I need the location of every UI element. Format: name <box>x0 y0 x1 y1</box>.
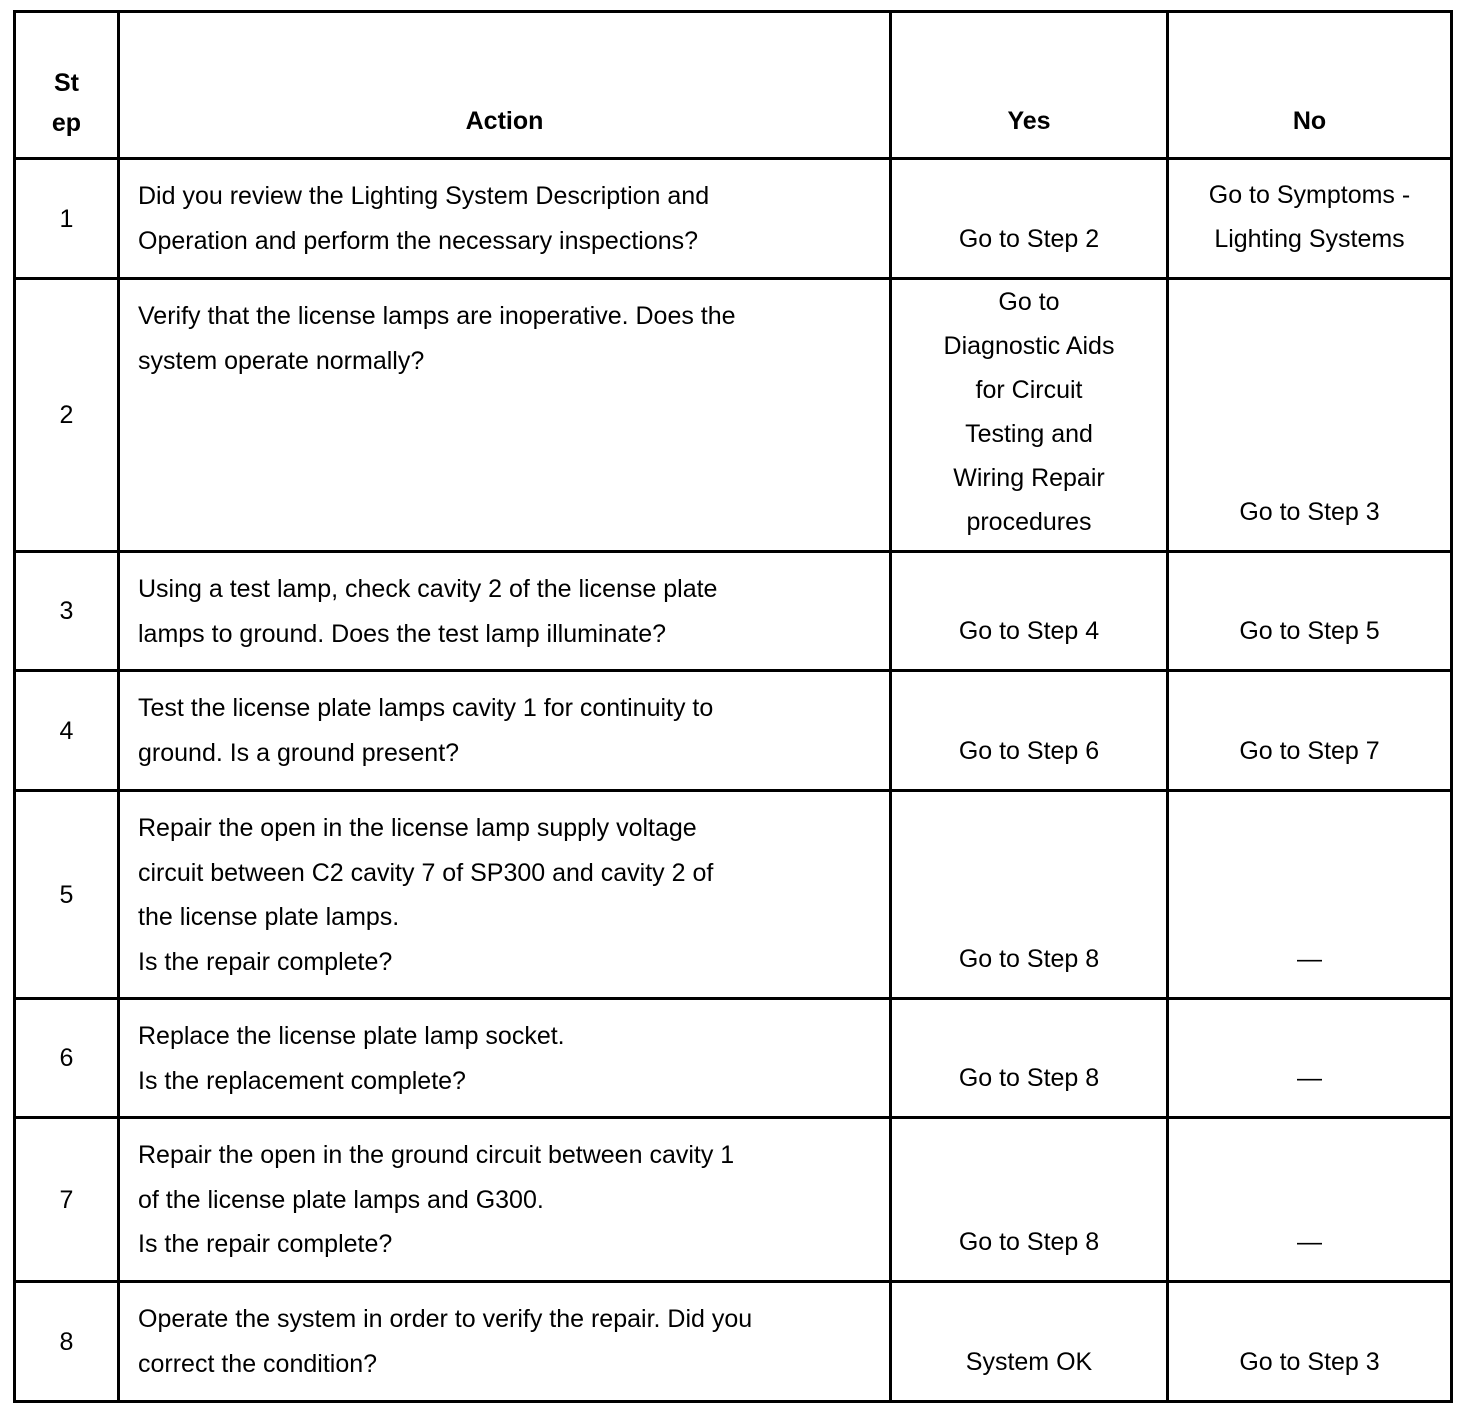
action-cell <box>119 552 891 671</box>
no-result: Go to Step 5 <box>1168 552 1452 671</box>
table-row <box>15 279 1452 552</box>
action-cell <box>119 999 891 1118</box>
action-line: Repair the open in the ground circuit between cavity 1 <box>138 1141 735 1169</box>
step-number: 8 <box>15 1282 119 1402</box>
no-header: No <box>1168 12 1452 159</box>
step-number: 4 <box>15 671 119 791</box>
header-row <box>15 12 1452 159</box>
action-header: Action <box>119 12 891 159</box>
step-header <box>15 12 119 159</box>
diagnostic-table <box>13 10 1453 1403</box>
step-number: 3 <box>15 552 119 671</box>
no-result: Go to Step 7 <box>1168 671 1452 791</box>
action-line: circuit between C2 cavity 7 of SP300 and cavity 2 of <box>138 858 714 887</box>
table-row <box>15 671 1452 791</box>
action-line: Repair the open in the license lamp supply voltage <box>138 814 697 842</box>
action-line: correct the condition? <box>138 1349 378 1378</box>
action-line: Operate the system in order to verify the repair. Did you <box>138 1305 753 1333</box>
action-cell <box>119 279 891 552</box>
no-result: Go to Symptoms - Lighting Systems <box>1168 159 1452 279</box>
action-line: Is the repair complete? <box>138 947 393 976</box>
action-cell <box>119 791 891 999</box>
step-number: 6 <box>15 999 119 1118</box>
step-number: 1 <box>15 159 119 279</box>
action-line: Is the repair complete? <box>138 1230 393 1258</box>
yes-result: System OK <box>891 1282 1168 1402</box>
no-result: — <box>1168 1118 1452 1282</box>
table-row <box>15 791 1452 999</box>
yes-result: Go to Step 2 <box>891 159 1168 279</box>
table-row <box>15 1118 1452 1282</box>
step-number: 2 <box>15 279 119 552</box>
yes-result: Go to Step 8 <box>891 1118 1168 1282</box>
action-line: Using a test lamp, check cavity 2 of the license plate <box>138 575 718 603</box>
step-number: 5 <box>15 791 119 999</box>
no-result: — <box>1168 999 1452 1118</box>
action-line: Is the replacement complete? <box>138 1066 466 1095</box>
no-result: — <box>1168 791 1452 999</box>
action-line: Verify that the license lamps are inoperative. Does the <box>138 302 736 330</box>
no-result: Go to Step 3 <box>1168 279 1452 552</box>
action-line: Did you review the Lighting System Description and <box>138 182 710 210</box>
table-row <box>15 552 1452 671</box>
table-row <box>15 999 1452 1118</box>
yes-result: Go to Step 8 <box>891 999 1168 1118</box>
table-row <box>15 1282 1452 1402</box>
yes-result: Go to Step 8 <box>891 791 1168 999</box>
action-cell <box>119 1118 891 1282</box>
yes-header: Yes <box>891 12 1168 159</box>
yes-result: Go to Step 6 <box>891 671 1168 791</box>
action-cell <box>119 671 891 791</box>
yes-result: Go to Step 4 <box>891 552 1168 671</box>
action-line: the license plate lamps. <box>138 903 400 931</box>
action-line: lamps to ground. Does the test lamp illuminate? <box>138 619 667 648</box>
action-line: of the license plate lamps and G300. <box>138 1185 544 1214</box>
action-line: ground. Is a ground present? <box>138 738 460 767</box>
action-line: Test the license plate lamps cavity 1 for continuity to <box>138 694 714 722</box>
no-result: Go to Step 3 <box>1168 1282 1452 1402</box>
action-line: system operate normally? <box>138 346 425 375</box>
action-line: Replace the license plate lamp socket. <box>138 1022 565 1050</box>
action-line: Operation and perform the necessary inspections? <box>138 226 699 255</box>
step-number: 7 <box>15 1118 119 1282</box>
action-cell <box>119 159 891 279</box>
yes-result: Go to Diagnostic Aids for Circuit Testing and Wiring Repair procedures <box>891 279 1168 552</box>
action-cell <box>119 1282 891 1402</box>
step-header-text: St ep <box>51 69 82 137</box>
table-row <box>15 159 1452 279</box>
